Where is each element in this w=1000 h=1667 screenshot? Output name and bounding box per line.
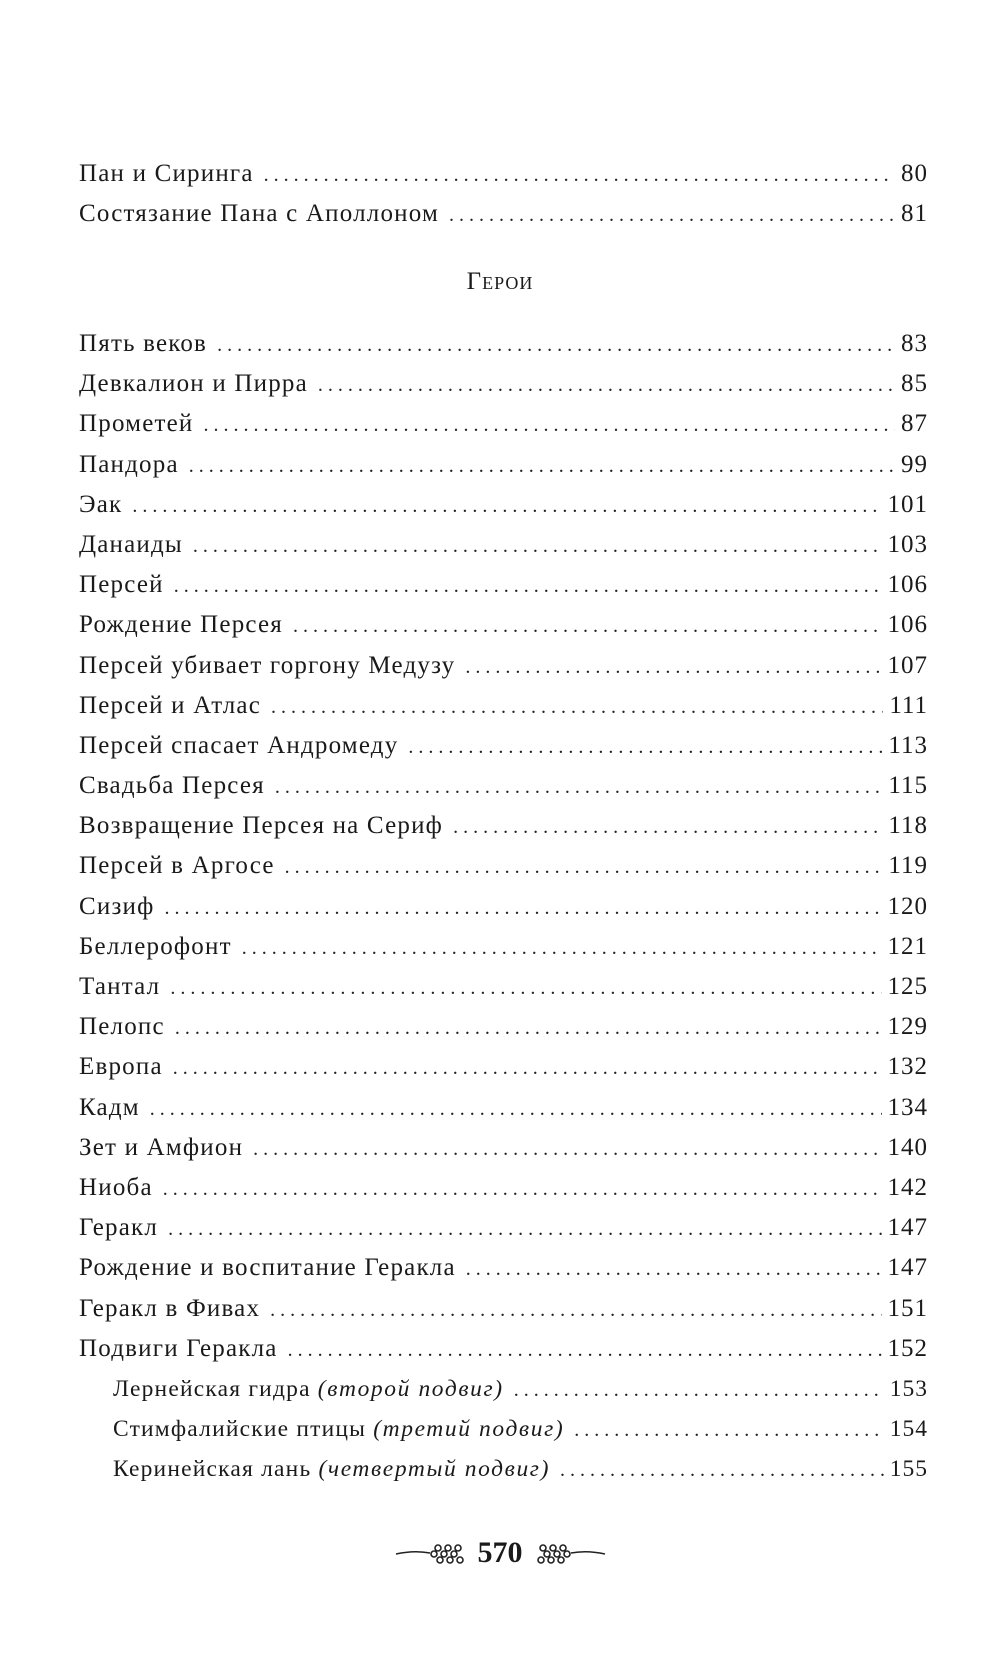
dot-leader [165,888,882,928]
entry-page: 155 [889,1456,928,1483]
entry-title: Персей и Атлас [79,691,261,719]
entry-title: Подвиги Геракла [79,1334,278,1362]
entry-page: 147 [887,1214,928,1242]
dot-leader [466,1249,882,1289]
dot-leader [574,1410,883,1450]
entry-page: 120 [887,892,928,920]
dot-leader [193,526,882,566]
toc-entry[interactable] [79,445,928,485]
toc-entry[interactable] [79,686,928,726]
entry-page: 99 [901,450,928,478]
toc-entry[interactable] [79,525,928,565]
section-heading: Герои [466,268,534,295]
entry-page: 134 [887,1093,928,1121]
toc-entry[interactable] [79,726,928,766]
entry-title: Европа [79,1053,163,1081]
entry-page: 140 [887,1133,928,1161]
entry-page: 147 [887,1254,928,1282]
toc-sub-entry[interactable] [79,1409,928,1449]
entry-page: 103 [887,530,928,558]
entry-page: 87 [901,410,928,438]
entry-title: Беллерофонт [79,932,232,960]
page-number: 570 [477,1536,523,1569]
toc-entry[interactable] [79,1007,928,1047]
toc-entry[interactable] [79,364,928,404]
dot-leader [293,606,882,646]
dot-leader [271,687,883,727]
toc-sub-entry[interactable] [79,1369,928,1409]
dot-leader [175,1008,882,1048]
entry-page: 121 [887,932,928,960]
dot-leader [163,1169,882,1209]
entry-page: 80 [901,160,928,187]
entry-title: Персей убивает горгону Медузу [79,651,456,679]
dot-leader [270,1290,881,1330]
entry-page: 107 [887,651,928,679]
toc-entries [79,324,928,1489]
toc-entry[interactable] [79,927,928,967]
dot-leader [264,155,895,195]
entry-title: Лернейская гидра [113,1375,311,1402]
toc-entry[interactable] [79,1329,928,1369]
entry-title: Данаиды [79,530,183,558]
toc-entry[interactable] [79,1248,928,1288]
toc-entry[interactable] [79,1168,928,1208]
entry-title: Пандора [79,450,179,478]
entry-page: 154 [889,1416,928,1443]
entry-title-group [113,1369,514,1409]
entry-page: 81 [901,200,928,228]
dot-leader [150,1089,882,1129]
toc-entry[interactable] [79,565,928,605]
entry-title: Сизиф [79,892,155,920]
toc-entry[interactable] [79,194,928,234]
entry-title: Пан и Сиринга [79,160,254,187]
entry-title: Тантал [79,973,161,1000]
entry-note: (третий подвиг) [373,1416,565,1443]
page-footer [0,1536,1000,1570]
entry-title: Девкалион и Пирра [79,370,308,398]
dot-leader [560,1450,884,1490]
toc-top-entries [79,154,928,234]
toc-entry[interactable] [79,766,928,806]
dot-leader [204,405,896,445]
entry-title: Возвращение Персея на Сериф [79,812,444,840]
entry-page: 153 [889,1375,928,1402]
toc-entry[interactable] [79,154,928,194]
toc-entry[interactable] [79,324,928,364]
dot-leader [453,807,882,847]
entry-page: 115 [888,772,928,800]
entry-page: 119 [888,852,928,880]
dot-leader [217,325,895,365]
entry-title: Персей в Аргосе [79,852,275,880]
toc-entry[interactable] [79,1047,928,1087]
flourish-left-icon [394,1538,472,1568]
entry-page: 106 [887,611,928,639]
dot-leader [174,566,882,606]
dot-leader [168,1209,881,1249]
entry-page: 142 [887,1173,928,1201]
entry-title: Эак [79,490,123,518]
entry-title: Свадьба Персея [79,772,265,800]
dot-leader [514,1370,884,1410]
entry-title: Рождение Персея [79,611,283,639]
entry-title-group [113,1409,574,1449]
toc-entry[interactable] [79,1208,928,1248]
entry-note: (второй подвиг) [317,1375,504,1402]
toc-entry[interactable] [79,967,928,1007]
entry-page: 151 [887,1294,928,1322]
toc-entry[interactable] [79,485,928,525]
entry-page: 152 [887,1334,928,1362]
entry-title: Состязание Пана с Аполлоном [79,200,439,228]
toc-entry[interactable] [79,605,928,645]
entry-title-group [113,1449,560,1489]
entry-page: 106 [887,571,928,599]
entry-title: Керинейская лань [113,1456,312,1483]
flourish-right-icon [529,1538,607,1568]
dot-leader [465,647,881,687]
entry-title: Стимфалийские птицы [113,1416,367,1443]
dot-leader [173,1048,882,1088]
entry-page: 111 [889,691,928,719]
entry-page: 132 [887,1053,928,1081]
dot-leader [170,968,881,1008]
entry-page: 118 [888,812,928,840]
dot-leader [253,1129,881,1169]
entry-title: Персей [79,571,164,599]
entry-title: Пелопс [79,1013,165,1041]
entry-page: 125 [887,973,928,1000]
entry-page: 113 [888,731,928,759]
toc-entry[interactable] [79,404,928,444]
dot-leader [285,847,883,887]
toc-entry[interactable] [79,806,928,846]
entry-title: Геракл в Фивах [79,1294,261,1322]
dot-leader [408,727,882,767]
entry-title: Прометей [79,410,194,438]
dot-leader [189,446,895,486]
entry-title: Кадм [79,1093,140,1121]
entry-page: 83 [901,330,928,357]
dot-leader [318,365,895,405]
dot-leader [449,195,895,235]
entry-page: 129 [887,1013,928,1041]
entry-title: Зет и Амфион [79,1133,244,1161]
toc-entry[interactable] [79,1289,928,1329]
dot-leader [288,1330,882,1370]
dot-leader [242,928,882,968]
toc-entry[interactable] [79,887,928,927]
entry-title: Геракл [79,1214,159,1242]
entry-title: Рождение и воспитание Геракла [79,1254,456,1282]
toc-entry[interactable] [79,846,928,886]
dot-leader [132,486,881,526]
entry-title: Пять веков [79,330,208,357]
entry-note: (четвертый подвиг) [318,1456,551,1483]
entry-title: Персей спасает Андромеду [79,731,399,759]
entry-page: 101 [887,490,928,518]
toc-entry[interactable] [79,1088,928,1128]
toc-sub-entry[interactable] [79,1449,928,1489]
toc-entry[interactable] [79,646,928,686]
dot-leader [275,767,883,807]
entry-title: Ниоба [79,1173,153,1201]
toc-entry[interactable] [79,1128,928,1168]
entry-page: 85 [901,370,928,398]
